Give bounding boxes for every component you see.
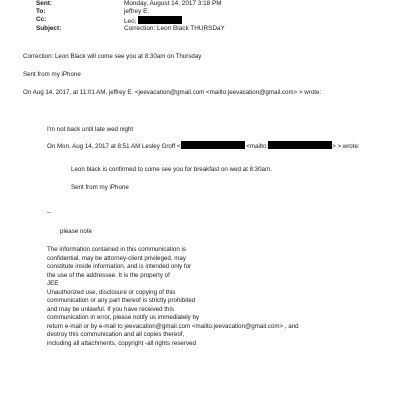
- disclaimer-line: including all attachments. copyright -all rights reserved: [47, 339, 196, 347]
- disclaimer-line: confidential, may be attorney-client privileged, may: [47, 254, 186, 262]
- lesley-email-redaction: [181, 141, 245, 149]
- cc-value: Leo;: [124, 18, 137, 25]
- cc-row: [124, 16, 182, 25]
- cc-label: Cc:: [36, 16, 47, 23]
- to-value: jeffrey E.: [124, 8, 150, 15]
- disclaimer-line: communication in error, please notify us immediately by: [47, 314, 200, 321]
- lesley-message: Leon black is confirmed to come see you for breakfast on wed at 8:30am.: [71, 166, 272, 173]
- disclaimer-line: constitute inside information, and is intended only for: [47, 263, 192, 270]
- disclaimer-line: Unauthorized use, disclosure or copying of this: [47, 288, 176, 296]
- disclaimer-line: communication or any part thereof is strictly prohibited: [47, 297, 196, 304]
- cc-redaction: [138, 16, 182, 24]
- signature-separator: --: [47, 209, 52, 216]
- quote2-mailto: <mailto:: [246, 143, 269, 150]
- jeffrey-message: I'm not back until late wed night: [47, 126, 134, 133]
- subject-label: Subject:: [36, 25, 62, 32]
- subject-value: Correction: Leon Black THURSDaY: [124, 25, 225, 32]
- quote1-header: On Aug 14, 2017, at 11:01 AM, jeffrey E. <jeevacation@gmail.com <mailto:jeevacation@gmail.com> > wrote:: [23, 89, 322, 96]
- sent-label: Sent:: [36, 0, 52, 7]
- disclaimer-line: return e-mail or by e-mail to jeevacation@gmail.com <mailto:jeevacation@gmail.com> , and: [47, 322, 299, 330]
- disclaimer-line: The information contained in this communication is: [47, 246, 186, 253]
- disclaimer-line: destroy this communication and all copies thereof,: [47, 331, 185, 338]
- disclaimer-line: the use of the addressee. It is the property of: [47, 271, 170, 279]
- sent-value: Monday, August 14, 2017 3:18 PM: [124, 0, 222, 7]
- lesley-mailto-redaction: [268, 141, 332, 149]
- quote2-header: [47, 141, 360, 150]
- disclaimer-line: and may be unlawful. If you have received this: [47, 305, 174, 313]
- correction-line: Correction: Leon Black will come see you at 8:30am on Thursday: [23, 53, 202, 60]
- disclaimer-line: JEE: [47, 280, 59, 287]
- quote2-suffix: > > wrote:: [332, 143, 360, 150]
- to-label: To:: [36, 8, 46, 15]
- please-note: please note: [60, 228, 92, 235]
- sent-from-iphone-2: Sent from my iPhone: [71, 184, 129, 191]
- quote2-prefix: On Mon, Aug 14, 2017 at 8:51 AM Lesley Groff <: [47, 143, 181, 150]
- sent-from-iphone-1: Sent from my iPhone: [23, 71, 81, 78]
